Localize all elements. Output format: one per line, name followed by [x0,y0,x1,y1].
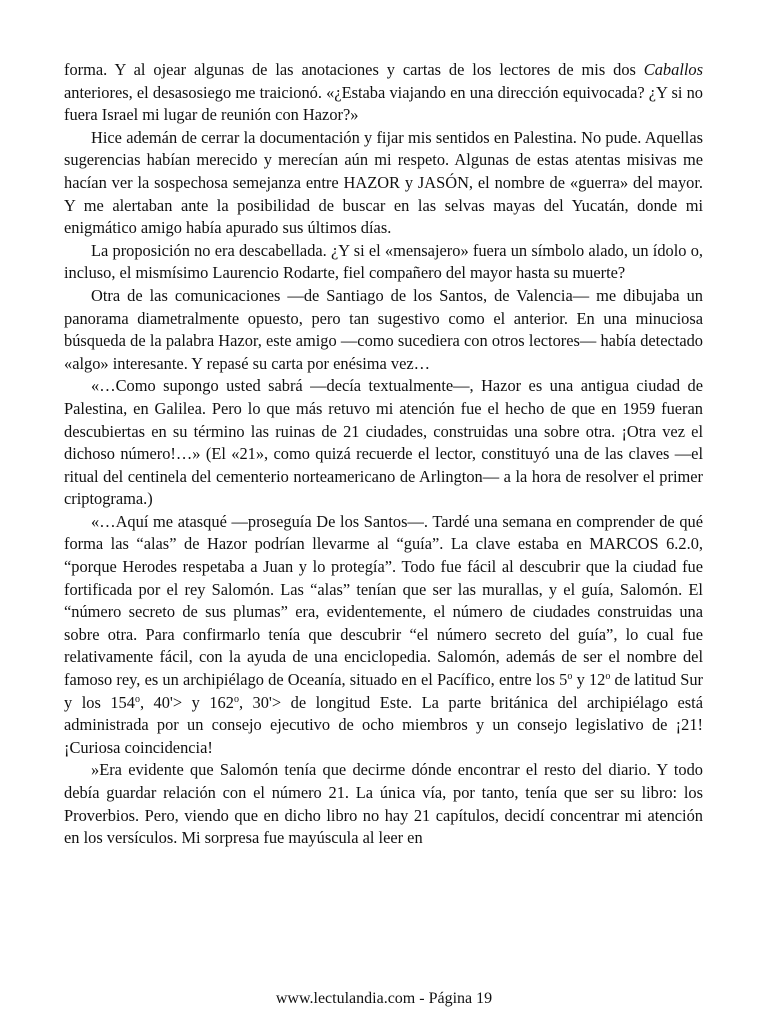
text-segment: , 30'> de longitud Este. La parte británica del archipiélago está administrada por un consejo ejecutivo de ocho miembros y un consejo legislativo de ¡21! ¡Curiosa coincidencia! [64,692,704,757]
paragraph [64,285,703,375]
degree-superscript: o [233,693,239,705]
text-segment: anteriores, el desasosiego me traicionó. «¿Estaba viajando en una dirección equivocada? ¿Y si no fuera Israel mi lugar de reunión con Hazor?» [64,82,703,125]
text-segment: «…Como supongo usted sabrá —decía textualmente—, Hazor es una antigua ciudad de Palestina, en Galilea. Pero lo que más retuvo mi atención fue el hecho de que en 1959 fueran descubiertas en su término las ruinas de 21 ciudades, construidas una sobre otra. ¡Otra vez el dichoso número!…» (El «21», como quizá recuerde el lector, constituyó una de las claves —el ritual del centinela del cementerio norteamericano de Arlington— a la hora de resolver el primer criptograma.) [64,376,703,509]
text-segment: de latitud Sur y los 154 [64,670,704,712]
paragraph [64,375,703,511]
degree-superscript: o [134,693,140,705]
text-segment: «…Aquí me atasqué —proseguía De los Santos—. Tardé una semana en comprender de qué forma las “alas” de Hazor podrían llevarme al “guía”. La clave estaba en MARCOS 6.2.0, “porque Herodes respetaba a Juan y lo protegía”. Todo fue fácil al descubrir que la ciudad fue fortificada por el rey Salomón. Las “alas” tenían que ser las murallas, y el guía, Salomón. El “número secreto de sus plumas” era, evidentemente, el número de ciudades construidas una sobre otra. Para confirmarlo tenía que descubrir “el número secreto del guía”, lo cual fue relativamente fácil, con la ayuda de una enciclopedia. Salomón, además de ser el nombre del famoso rey, es un archipiélago de Oceanía, situado en el Pacífico, entre los 5 [64,511,703,690]
text-segment: Otra de las comunicaciones —de Santiago de los Santos, de Valencia— me dibujaba un panorama diametralmente opuesto, pero tan sugestivo como el anterior. En una minuciosa búsqueda de la palabra Hazor, este amigo —como sucediera con otros lectores— había detectado «algo» interesante. Y repasé su carta por enésima vez… [64,285,703,373]
text-segment: y 12 [572,670,606,690]
text-segment: Hice ademán de cerrar la documentación y fijar mis sentidos en Palestina. No pude. Aquellas sugerencias habían merecido y merecían aún mi respeto. Algunas de estas atentas misivas me hacían ver la sospechosa semejanza entre HAZOR y JASÓN, el nombre de «guerra» del mayor. Y me alertaban ante la posibilidad de buscar en las selvas mayas del Yucatán, donde mi enigmático amigo había apurado sus últimos días. [64,127,703,238]
book-title-italic: Caballos [643,60,703,79]
paragraph [64,240,703,285]
text-segment: La proposición no era descabellada. ¿Y si el «mensajero» fuera un símbolo alado, un ídolo o, incluso, el mismísimo Laurencio Rodarte, fiel compañero del mayor hasta su muerte? [64,240,703,283]
degree-superscript: o [605,671,611,683]
text-segment: forma. Y al ojear algunas de las anotaciones y cartas de los lectores de mis dos [64,60,644,79]
paragraph [64,59,703,127]
paragraph [64,127,703,240]
paragraph [64,511,703,760]
paragraph [64,759,703,849]
page-body [64,59,703,850]
degree-superscript: o [567,671,573,683]
page-footer: www.lectulandia.com - Página 19 [275,990,493,1007]
text-segment: , 40'> y 162 [139,692,234,712]
text-segment: »Era evidente que Salomón tenía que decirme dónde encontrar el resto del diario. Y todo debía guardar relación con el número 21. La única vía, por tanto, tenía que ser su libro: los Proverbios. Pero, viendo que en dicho libro no hay 21 capítulos, decidí concentrar mi atención en los versículos. Mi sorpresa fue mayúscula al leer en [64,760,703,848]
